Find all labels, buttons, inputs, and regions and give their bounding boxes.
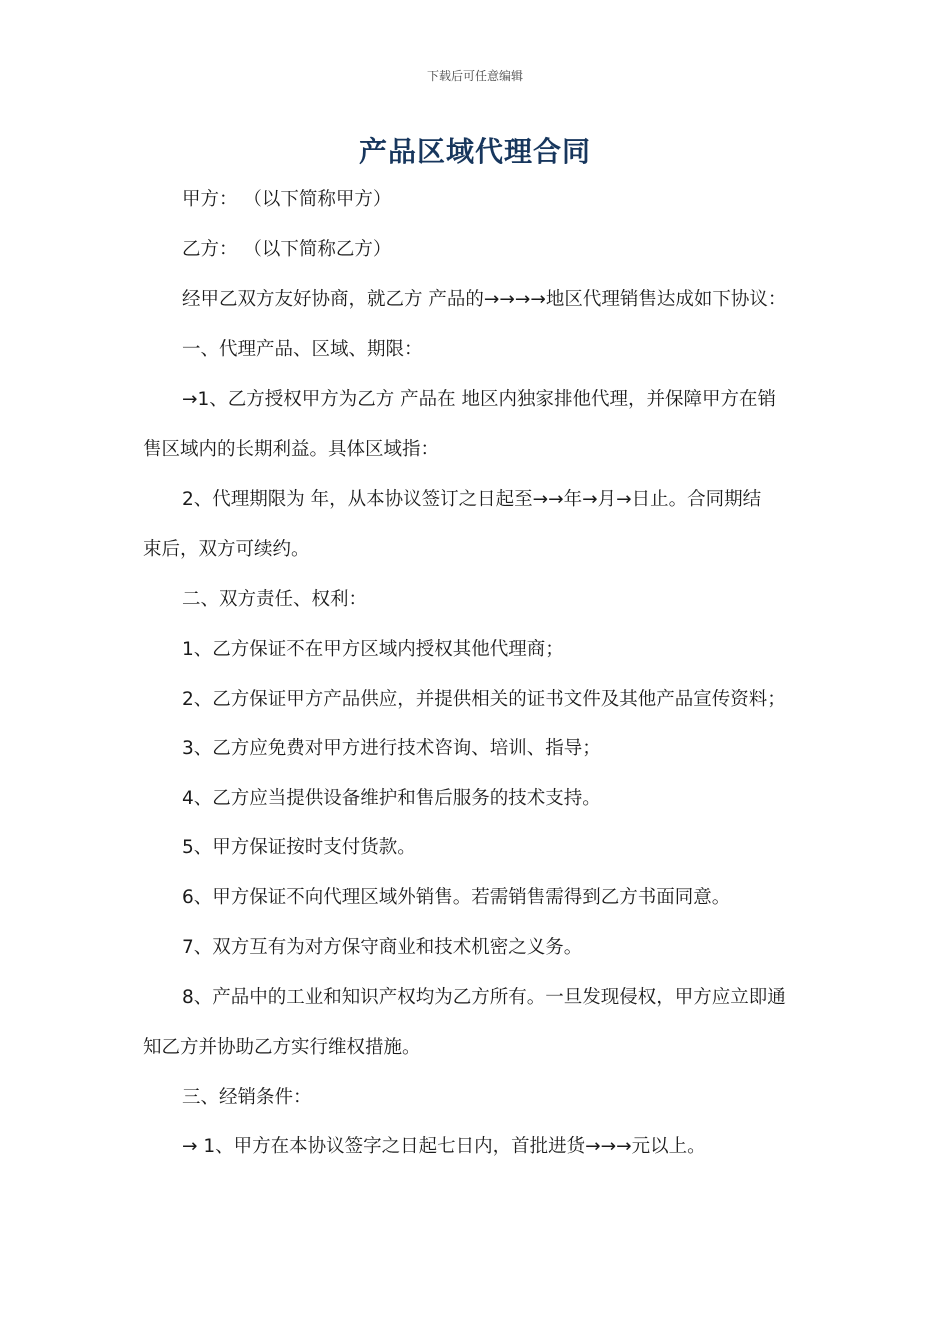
clause-line: 4、乙方应当提供设备维护和售后服务的技术支持。 xyxy=(182,788,601,809)
clause-line: 1、乙方保证不在甲方区域内授权其他代理商； xyxy=(182,639,564,660)
party-a-line: 甲方： （以下简称甲方） xyxy=(182,189,392,210)
clause-line: 售区域内的长期利益。具体区域指： xyxy=(143,439,440,460)
clause-line: 8、产品中的工业和知识产权均为乙方所有。一旦发现侵权，甲方应立即通 xyxy=(182,987,786,1008)
clause-line: 3、乙方应免费对甲方进行技术咨询、培训、指导； xyxy=(182,738,601,759)
preamble-line: 经甲乙双方友好协商，就乙方 产品的→→→→地区代理销售达成如下协议： xyxy=(182,289,787,310)
clause-line: 5、甲方保证按时支付货款。 xyxy=(182,837,416,858)
clause-line: 6、甲方保证不向代理区域外销售。若需销售需得到乙方书面同意。 xyxy=(182,887,731,908)
clause-line: →1、乙方授权甲方为乙方 产品在 地区内独家排他代理，并保障甲方在销 xyxy=(182,389,777,410)
clause-line: → 1、甲方在本协议签字之日起七日内，首批进货→→→元以上。 xyxy=(182,1136,706,1157)
clause-line: 束后，双方可续约。 xyxy=(143,539,310,560)
page-title: 产品区域代理合同 xyxy=(358,135,591,168)
section-heading-3: 三、经销条件： xyxy=(182,1087,312,1108)
section-heading-1: 一、代理产品、区域、期限： xyxy=(182,339,423,360)
party-b-line: 乙方： （以下简称乙方） xyxy=(182,239,392,260)
header-note: 下载后可任意编辑 xyxy=(426,69,523,83)
clause-line: 知乙方并协助乙方实行维权措施。 xyxy=(143,1037,421,1058)
clause-line: 2、代理期限为 年，从本协议签订之日起至→→年→月→日止。合同期结 xyxy=(182,489,762,510)
clause-line: 7、双方互有为对方保守商业和技术机密之义务。 xyxy=(182,937,583,958)
section-heading-2: 二、双方责任、权利： xyxy=(182,589,368,610)
clause-line: 2、乙方保证甲方产品供应，并提供相关的证书文件及其他产品宣传资料； xyxy=(182,689,786,710)
